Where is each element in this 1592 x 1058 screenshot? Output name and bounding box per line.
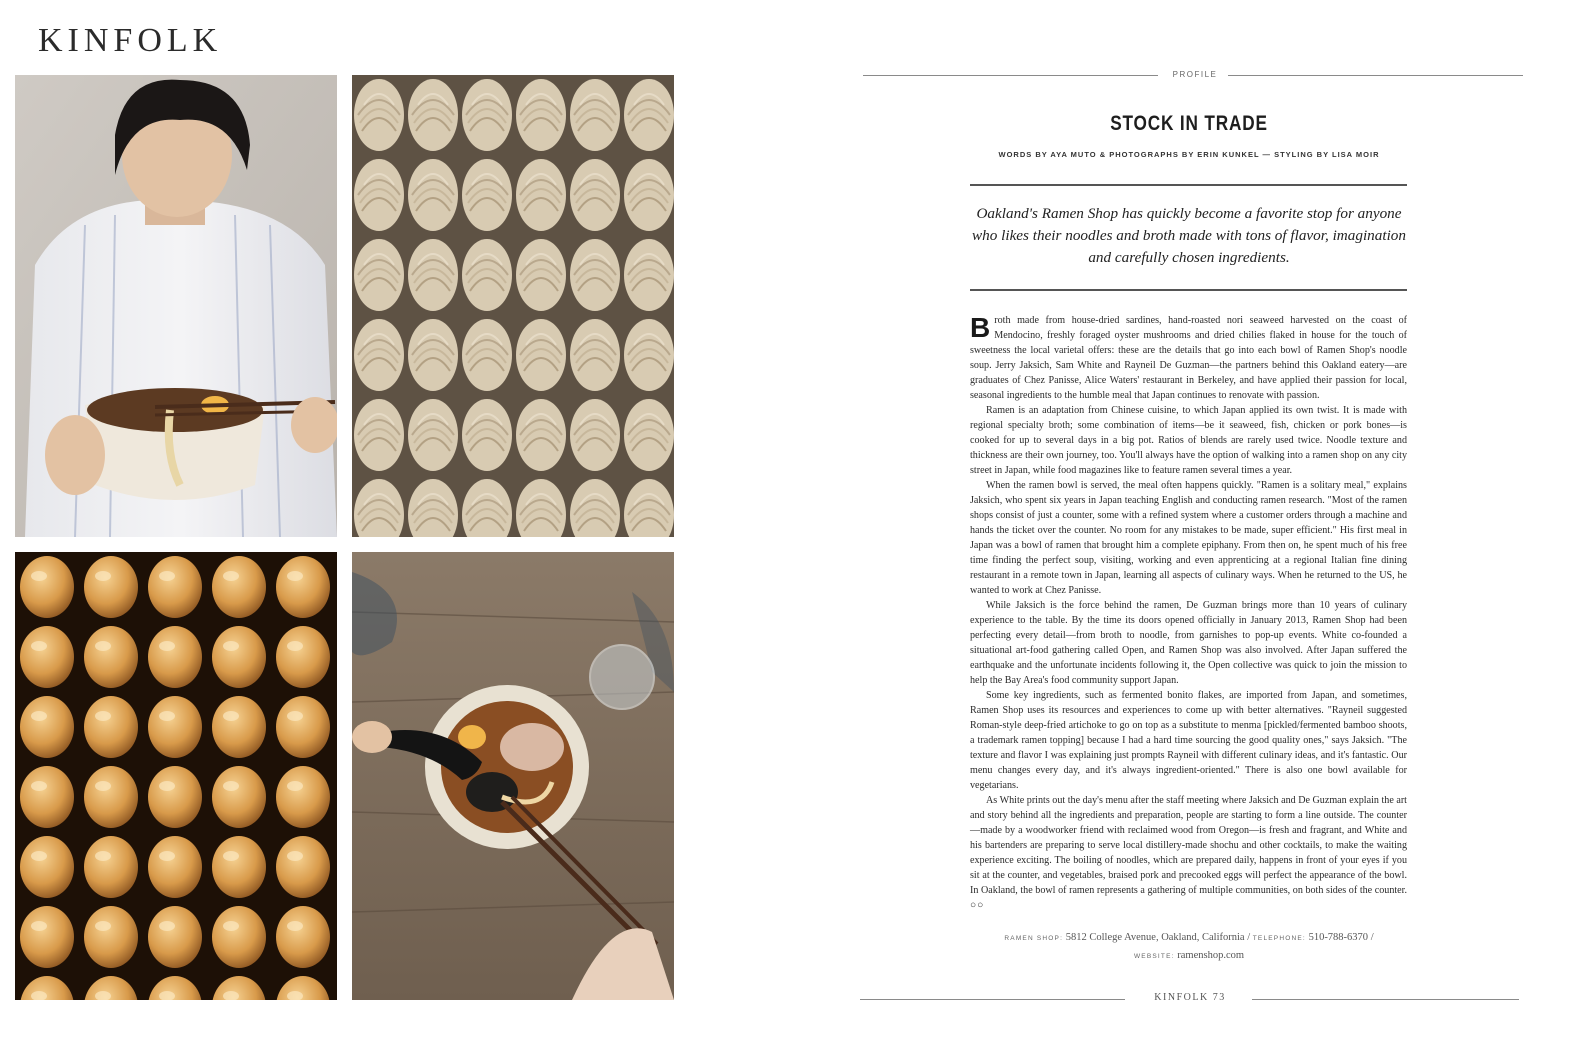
section-label: PROFILE [1172,70,1218,79]
photo-icon [15,552,337,1000]
woman-with-ramen-photo [15,75,337,537]
article-credits: WORDS BY AYA MUTO & PHOTOGRAPHS BY ERIN KUNKEL — STYLING BY LISA MOIR [998,150,1380,159]
body-paragraph: Some key ingredients, such as fermented bonito flakes, are imported from Japan, and sometimes, Ramen Shop uses its resources and experiences to come up with better alternatives. "Rayneil suggested Roman-style deep-fried artichoke to go on top as a substitute to menma [pickled/fermented bamboo shoots, a trademark ramen topping] because I had a hard time sourcing the good quality ones," says Jaksich. "The texture and flavor I was explaining just prompts Rayneil with different culinary ideas, and it's fantastic. Our menu changes every day, and it's always ingredient-oriented." There is also one bowl available for vegetarians. [970,690,1407,791]
end-mark: ○○ [970,900,985,911]
ramen-bowl-overhead-photo [352,552,674,1000]
website-info-line [960,950,1418,961]
article-title: STOCK IN TRADE [1110,112,1268,135]
shop-address: 5812 College Avenue, Oakland, California [1065,932,1245,943]
footer-rule-left [860,999,1125,1000]
body-paragraph: Ramen is an adaptation from Chinese cuisine, to which Japan applied its own twist. It is made with regional specialty broth; some combination of items—be it seaweed, fish, chicken or pork bones—is cooked for up to several days in a big pot. Ratios of blends are rarely used twice. Noodle texture and thickness are their own journey, too. You'll always have the option of walking into a ramen shop on any city street in Japan, while food magazines like to feature ramen several times a year. [970,405,1407,476]
separator: / [1370,932,1374,943]
website-label: WEBSITE: [1133,953,1175,960]
photo-icon [352,552,674,1000]
magazine-brand: KINFOLK [38,22,223,59]
article-body [970,313,1407,913]
marinated-eggs-photo [15,552,337,1000]
folio-brand: KINFOLK [1154,992,1209,1003]
phone-number: 510-788-6370 [1308,932,1369,943]
website-link[interactable]: ramenshop.com [1177,950,1245,961]
shop-label: RAMEN SHOP: [1004,935,1064,942]
body-paragraph: While Jaksich is the force behind the ramen, De Guzman brings more than 10 years of culinary experience to the table. By the time its doors opened officially in January 2013, Ramen Shop had been perfecting every detail—from broth to noodle, from garnishes to pop-up events. White co-founded a situational art-food gathering called Open, and Ramen Shop was also involved. After Japan suffered the earthquake and the unfortunate incidents following it, the Open collective was quick to join the mission to help the Bay Area's food community support Japan. [970,600,1407,686]
paragraph-text: As White prints out the day's menu after the staff meeting where Jaksich and De Guzman explain the art and story behind all the ingredients and preparation, people are starting to form a line outside. The counter—made by a woodworker friend with reclaimed wood from Oregon—is fresh and fragrant, and White and his bartenders are preparing to serve local distillery-made shochu and other cocktails, to make the waiting experience exciting. The boiling of noodles, which are prepared daily, happens in front of your eyes if you sit at the counter, and vegetables, braised pork and precooked eggs will perfect the appearance of the bowl. In Oakland, the bowl of ramen represents a gathering of multiple communities, on both sides of the counter. [970,795,1407,896]
phone-label: TELEPHONE: [1252,935,1306,942]
page-folio [1130,992,1250,1003]
page-number: 73 [1212,992,1226,1003]
shop-info-line [960,932,1418,943]
standfirst-bottom-rule [970,289,1407,291]
separator: / [1247,932,1251,943]
header-rule-left [863,75,1158,76]
drop-cap: B [970,312,991,343]
standfirst-top-rule [970,184,1407,186]
noodle-bundles-photo [352,75,674,537]
paragraph-text: roth made from house-dried sardines, hand-roasted nori seaweed harvested on the coast of Mendocino, freshly foraged oyster mushrooms and dried chilies flaked in house for the touch of sweetness the local varietal offers: these are the details that go into each bowl of Ramen Shop's noodle soup. Jerry Jaksich, Sam White and Rayneil De Guzman—the partners behind this Oakland eatery—are graduates of Chez Panisse, Alice Waters' restaurant in Berkeley, and have applied their passion for local, seasonal ingredients to the humble meal that Japan continues to renovate with passion. [970,315,1407,401]
photo-icon [15,75,337,537]
body-paragraph [970,313,1407,403]
header-rule-right [1228,75,1523,76]
footer-rule-right [1252,999,1519,1000]
body-paragraph [970,793,1407,913]
standfirst: Oakland's Ramen Shop has quickly become a favorite stop for anyone who likes their noodles and broth made with tons of flavor, imagination and carefully chosen ingredients. [972,205,1406,266]
body-paragraph: When the ramen bowl is served, the meal often happens quickly. "Ramen is a solitary meal," explains Jaksich, who spent six years in Japan teaching English and conducting ramen research. "Most of the ramen shops consist of just a counter, some with a refined system where a customer orders through a machine and hands the ticket over the counter. No room for any mistakes to be made, super efficient." His first meal in Japan was a bowl of ramen that brought him a complete epiphany. From then on, he spent much of his free time finding the perfect soup, visiting, working and even apprenticing at a regional Italian fine dining restaurant in a remote town in Japan, learning all aspects of culinary ways. When he returned to the US, he wanted to work at Chez Panisse. [970,480,1407,596]
photo-icon [352,75,674,537]
